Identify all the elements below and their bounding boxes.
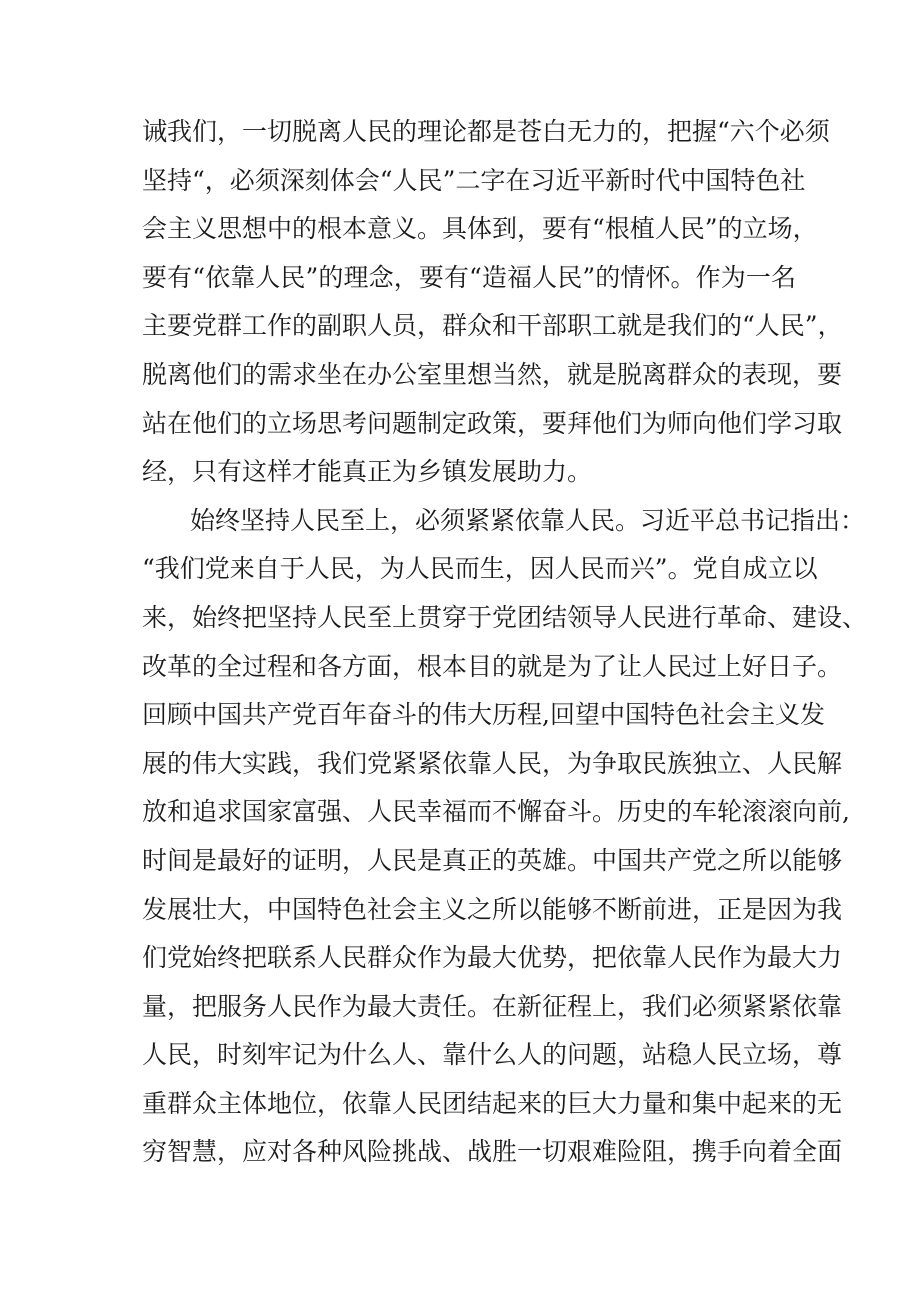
text-line: 主要党群工作的副职人员，群众和干部职工就是我们的“人民”， xyxy=(142,311,843,341)
text-line: 们党始终把联系人民群众作为最大优势，把依靠人民作为最大力 xyxy=(142,943,843,973)
text-line: 改革的全过程和各方面，根本目的就是为了让人民过上好日子。 xyxy=(142,651,843,681)
text-line: 重群众主体地位，依靠人民团结起来的巨大力量和集中起来的无 xyxy=(142,1088,843,1118)
text-line: 展的伟大实践，我们党紧紧依靠人民，为争取民族独立、人民解 xyxy=(142,748,843,778)
text-line: 要有“依靠人民”的理念，要有“造福人民”的情怀。作为一名 xyxy=(142,262,796,292)
text-line: 人民，时刻牢记为什么人、靠什么人的问题，站稳人民立场，尊 xyxy=(142,1040,843,1070)
text-line: 放和追求国家富强、人民幸福而不懈奋斗。历史的车轮滚滚向前, xyxy=(142,797,850,827)
text-line: “我们党来自于人民，为人民而生，因人民而兴”。党自成立以 xyxy=(142,554,818,584)
text-line: 来，始终把坚持人民至上贯穿于党团结领导人民进行革命、建设、 xyxy=(142,602,868,632)
text-line: 诫我们，一切脱离人民的理论都是苍白无力的，把握“六个必须 xyxy=(142,117,830,146)
body-text xyxy=(142,108,868,1177)
text-line: 穷智慧，应对各种风险挑战、战胜一切艰难险阻，携手向着全面 xyxy=(142,1137,843,1167)
text-line: 站在他们的立场思考问题制定政策，要拜他们为师向他们学习取 xyxy=(142,408,843,438)
text-line: 量，把服务人民作为最大责任。在新征程上，我们必须紧紧依靠 xyxy=(142,991,843,1021)
text-line: 回顾中国共产党百年奋斗的伟大历程,回望中国特色社会主义发 xyxy=(142,700,825,730)
text-line: 时间是最好的证明，人民是真正的英雄。中国共产党之所以能够 xyxy=(142,845,843,875)
text-line: 坚持“，必须深刻体会“人民”二字在习近平新时代中国特色社 xyxy=(142,165,806,195)
text-line: 会主义思想中的根本意义。具体到，要有“根植人民”的立场， xyxy=(142,214,818,244)
paragraph-start-line: 始终坚持人民至上，必须紧紧依靠人民。习近平总书记指出： xyxy=(190,505,866,535)
text-line: 经，只有这样才能真正为乡镇发展助力。 xyxy=(142,457,593,487)
text-line: 发展壮大，中国特色社会主义之所以能够不断前进，正是因为我 xyxy=(142,894,843,924)
text-line: 脱离他们的需求坐在办公室里想当然，就是脱离群众的表现，要 xyxy=(142,359,843,389)
